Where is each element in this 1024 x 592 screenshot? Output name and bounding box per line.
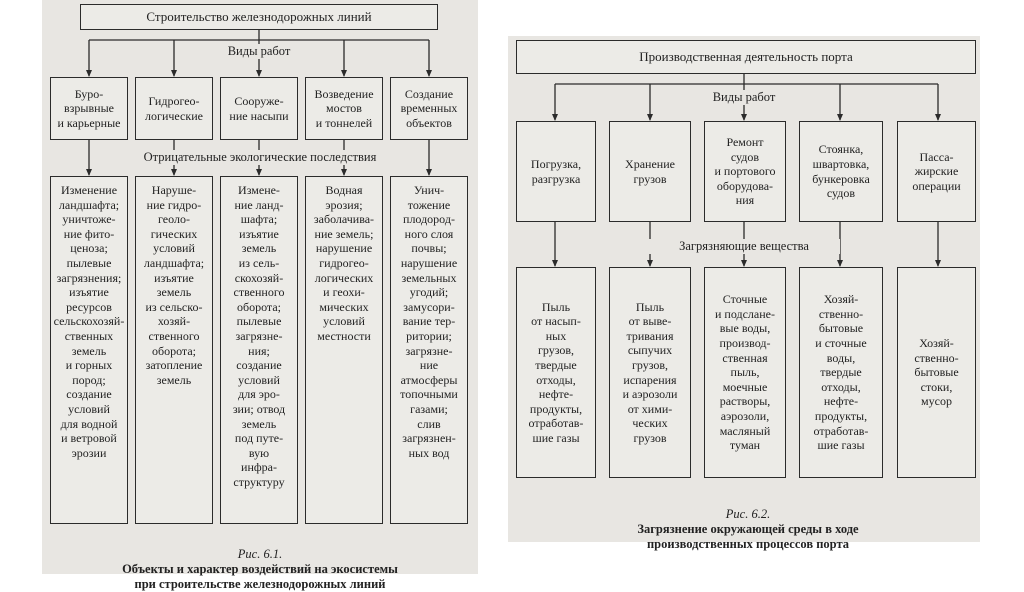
fig1-effect-box: Унич- тожение плодород- ного слоя почвы; нарушение земельных угодий; замусори- вание тер- ритории; загрязне- ние атмосферы топочными газами; слив загрязнен- ных вод <box>390 176 468 524</box>
fig1-work-type-box: Гидрогео- логические <box>135 77 213 140</box>
fig2-work-type-box: Стоянка, швартовка, бункеровка судов <box>799 121 883 222</box>
figure-6-1 <box>42 0 478 591</box>
fig2-pollutant-box: Пыль от насып- ных грузов, твердые отходы, нефте- продукты, отработав- шие газы <box>516 267 596 478</box>
fig1-work-type-box: Буро- взрывные и карьерные <box>50 77 128 140</box>
fig2-caption <box>528 492 968 552</box>
fig2-pollutant-box: Хозяй- ственно- бытовые и сточные воды, твердые отходы, нефте- продукты, отработав- шие газы <box>799 267 883 478</box>
fig2-title-box: Производственная деятельность порта <box>516 40 976 74</box>
fig2-caption-text: Загрязнение окружающей среды в ходе производственных процессов порта <box>637 522 859 551</box>
fig1-work-type-box: Возведение мостов и тоннелей <box>305 77 383 140</box>
fig2-work-types-label: Виды работ <box>696 90 792 105</box>
figure-6-2 <box>508 36 980 551</box>
fig1-effect-box: Измене- ние ланд- шафта; изъятие земель из сель- скохозяй- ственного оборота; пылевые загрязне- ния; создание условий для эро- зии; отвод земель под путе- вую инфра- структуру <box>220 176 298 524</box>
fig1-work-type-box: Сооруже- ние насыпи <box>220 77 298 140</box>
fig2-work-type-box: Пасса- жирские операции <box>897 121 976 222</box>
fig1-effects-label: Отрицательные экологические последствия <box>112 150 408 165</box>
fig1-caption-text: Объекты и характер воздействий на экосистемы при строительстве железнодорожных линий <box>122 562 398 591</box>
fig2-work-type-box: Погрузка, разгрузка <box>516 121 596 222</box>
fig1-effect-box: Изменение ландшафта; уничтоже- ние фито- ценоза; пылевые загрязнения; изъятие ресурсов сельскохозяй- ственных земель и горных пород; создание условий для водной и ветровой эрозии <box>50 176 128 524</box>
fig1-work-type-box: Создание временных объектов <box>390 77 468 140</box>
fig2-work-type-box: Ремонт судов и портового оборудова- ния <box>704 121 786 222</box>
fig2-work-type-box: Хранение грузов <box>609 121 691 222</box>
fig2-pollutants-label: Загрязняющие вещества <box>648 239 840 254</box>
fig1-effect-box: Наруше- ние гидро- геоло- гических условий ландшафта; изъятие земель из сельско- хозяй- ственного оборота; затопление земель <box>135 176 213 524</box>
fig1-title-box: Строительство железнодорожных линий <box>80 4 438 30</box>
fig2-pollutant-box: Хозяй- ственно- бытовые стоки, мусор <box>897 267 976 478</box>
fig1-caption <box>50 532 470 592</box>
fig2-caption-number: Рис. 6.2. <box>725 507 771 521</box>
fig2-pollutant-box: Сточные и подслане- вые воды, производ- ственная пыль, моечные растворы, аэрозоли, масляный туман <box>704 267 786 478</box>
fig2-pollutant-box: Пыль от выве- тривания сыпучих грузов, испарения и аэрозоли от хими- ческих грузов <box>609 267 691 478</box>
fig1-effect-box: Водная эрозия; заболачива- ние земель; нарушение гидрогео- логических и геохи- мических условий местности <box>305 176 383 524</box>
fig1-work-types-label: Виды работ <box>212 44 306 59</box>
fig1-caption-number: Рис. 6.1. <box>237 547 283 561</box>
